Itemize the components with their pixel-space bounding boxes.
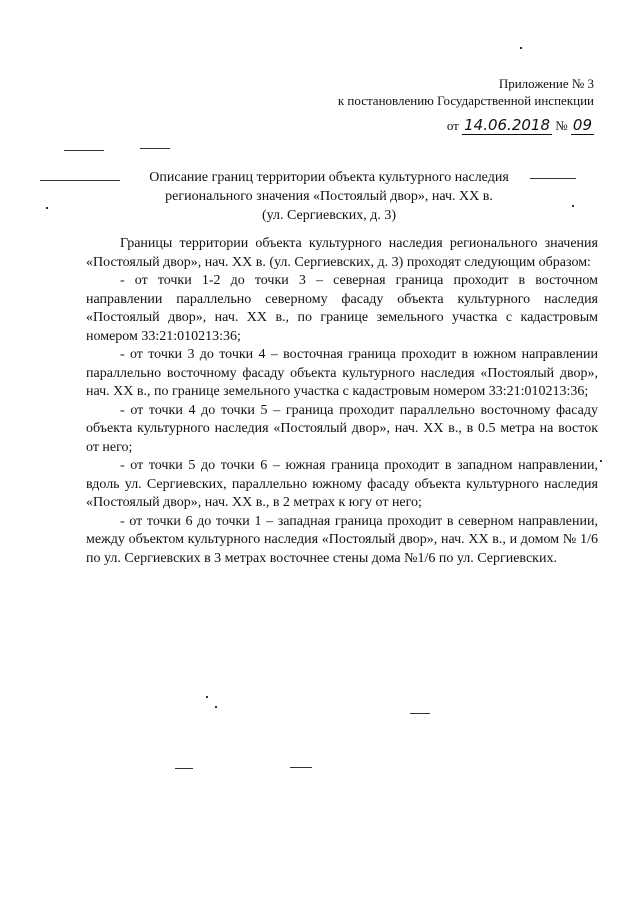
scan-speck <box>140 148 170 149</box>
appendix-number: Приложение № 3 <box>498 76 594 91</box>
date-prefix: от <box>446 118 459 133</box>
scan-speck <box>40 180 120 181</box>
boundary-segment-4: - от точки 5 до точки 6 – южная граница проходит в западном направлении, вдоль ул. Сергиевских, параллельно южному фасаду объекта культурного наследия «Постоялый двор», нач. XX в., в 2 метрах к югу от него; <box>86 458 598 510</box>
scan-speck <box>290 767 312 768</box>
scan-speck <box>410 713 430 714</box>
title-line-1: Описание границ территории объекта культурного наследия <box>149 170 509 185</box>
scan-dot <box>572 205 574 207</box>
scan-speck <box>64 150 104 151</box>
handwritten-number: 09 <box>572 116 592 134</box>
title-line-3: (ул. Сергиевских, д. 3) <box>261 208 397 223</box>
handwritten-date: 14.06.2018 <box>464 116 550 134</box>
scan-speck <box>175 768 193 769</box>
document-title <box>120 168 538 225</box>
title-line-2: регионального значения «Постоялый двор», нач. XX в. <box>165 189 493 204</box>
scan-dot <box>46 207 48 209</box>
scan-dot <box>600 460 602 462</box>
appendix-header <box>338 75 594 109</box>
boundary-segment-2: - от точки 3 до точки 4 – восточная граница проходит в южном направлении параллельно восточному фасаду объекта культурного наследия «Постоялый двор», нач. XX в., по границе земельного участка с кадастровым номером 33:21:010213:36; <box>86 347 598 399</box>
boundary-segment-3: - от точки 4 до точки 5 – граница проходит параллельно восточному фасаду объекта культурного наследия «Постоялый двор», нач. XX в., в 0.5 метра на восток от него; <box>86 402 598 455</box>
resolution-date-number <box>447 116 594 134</box>
boundary-description <box>86 235 598 568</box>
number-label: № <box>555 118 568 133</box>
boundary-segment-5: - от точки 6 до точки 1 – западная граница проходит в северном направлении, между объектом культурного наследия «Постоялый двор», нач. XX в., и домом № 1/6 по ул. Сергиевских в 3 метрах восточнее стены дома №1/6 по ул. Сергиевских. <box>86 513 598 566</box>
appendix-reference: к постановлению Государственной инспекции <box>337 93 594 108</box>
scan-dot <box>206 696 208 698</box>
scan-dot <box>215 706 217 708</box>
boundary-segment-1: - от точки 1-2 до точки 3 – северная граница проходит в восточном направлении параллельно северному фасаду объекта культурного наследия «Постоялый двор», нач. XX в., по границе земельного участка с кадастровым номером 33:21:010213:36; <box>86 273 598 344</box>
scan-dot <box>520 47 522 49</box>
intro-paragraph: Границы территории объекта культурного наследия регионального значения «Постоялый двор», нач. XX в. (ул. Сергиевских, д. 3) проходят следующим образом: <box>86 236 598 270</box>
